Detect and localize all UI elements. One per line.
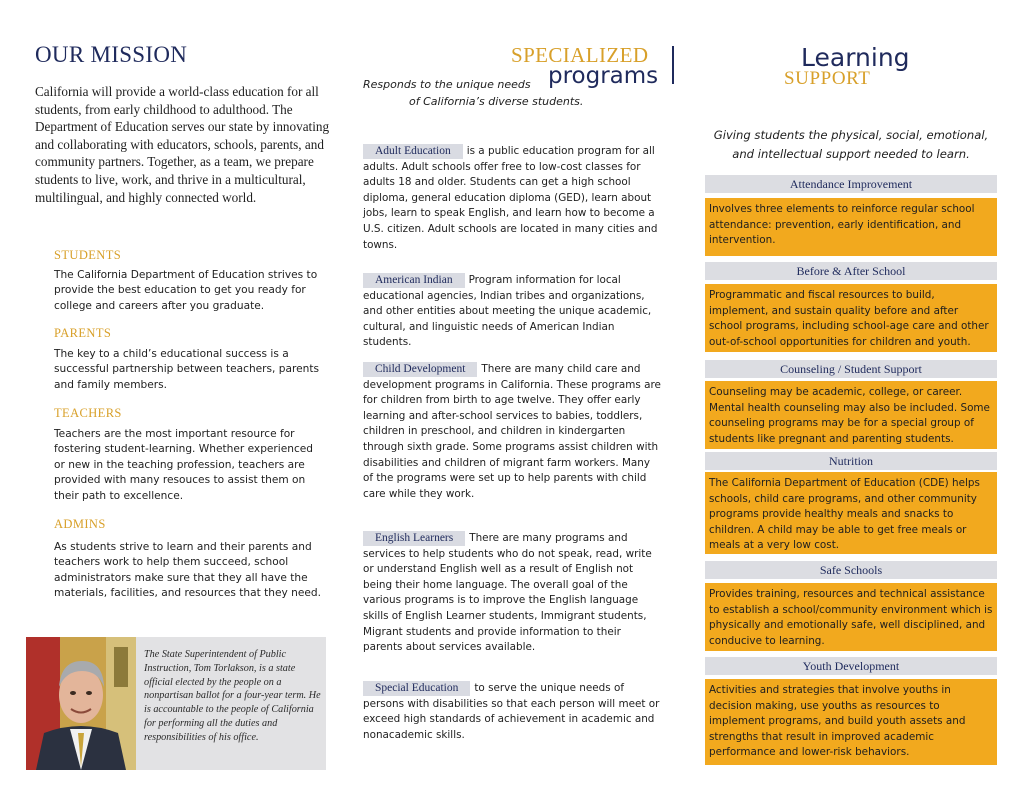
audience-heading-students: STUDENTS: [54, 248, 122, 262]
learning-tagline: Giving students the physical, social, emotional, and intellectual support needed to learn.: [713, 128, 989, 161]
audience-text-teachers: Teachers are the most important resource for fostering student-learning. Whether experienced or new in the teaching profession, teachers are provided with many resouces to assist them on their path to excellence.: [54, 428, 314, 502]
program-label: Adult Education: [363, 144, 463, 159]
support-text-youth: Activities and strategies that involve youths in decision making, use youths as resources to implement programs, and build youth assets and strengths that result in improved academic performance and lower-risk behaviors.: [705, 679, 997, 765]
mission-title: OUR MISSION: [35, 42, 188, 67]
audience-heading-admins: ADMINS: [54, 517, 106, 531]
support-text-counseling: Counseling may be academic, college, or career. Mental health counseling may also be included. Some counseling programs may be for a special group of students like pregnant and parenting students.: [705, 381, 997, 449]
learning-subtitle: SUPPORT: [784, 68, 871, 89]
superintendent-caption: The State Superintendent of Public Instruction, Tom Torlakson, is a state official elected by the people on a nonpartisan ballot for a four-year term. He is accountable to the people of California for performing all the duties and responsibilities of his office.: [144, 649, 321, 743]
audience-text-students: The California Department of Education strives to provide the best education to get you ready for college and careers after you graduate.: [54, 269, 318, 312]
program-label: English Learners: [363, 531, 465, 546]
program-text: to serve the unique needs of persons with disabilities so that each person will meet or exceed high standards of achievement in academic and nonacademic skills.: [363, 682, 660, 741]
support-heading-attendance: Attendance Improvement: [705, 175, 997, 193]
support-text-before-after: Programmatic and fiscal resources to build, implement, and sustain quality before and after school programs, including school-age care and other out-of-school opportunities for children and youth.: [705, 284, 997, 352]
learning-title: Learning: [801, 43, 910, 72]
support-text-safe-schools: Provides training, resources and technical assistance to establish a school/community environment which is physically and emotionally safe, well disciplined, and conducive to learning.: [705, 583, 997, 651]
program-adult-education: [363, 144, 663, 253]
audience-text-parents: The key to a child’s educational success is a successful partnership between teachers, parents and family members.: [54, 348, 320, 391]
support-heading-counseling: Counseling / Student Support: [705, 360, 997, 378]
program-label: American Indian: [363, 273, 465, 288]
audience-heading-teachers: TEACHERS: [54, 406, 122, 420]
title-divider: [672, 46, 674, 84]
specialized-tagline-2: of California’s diverse students.: [409, 95, 584, 108]
superintendent-photo: [26, 637, 136, 770]
audience-text-admins: As students strive to learn and their parents and teachers work to help them succeed, school administrators make sure that they all have the materials, facilities, and resources that they need.: [54, 541, 321, 600]
support-heading-before-after: Before & After School: [705, 262, 997, 280]
specialized-tagline-1: Responds to the unique needs: [363, 78, 531, 91]
support-heading-safe-schools: Safe Schools: [705, 561, 997, 579]
support-heading-nutrition: Nutrition: [705, 452, 997, 470]
support-text-nutrition: The California Department of Education (CDE) helps schools, child care programs, and other community programs provide healthy meals and snacks to children. A child may be able to get free meals or meals at a very low cost.: [705, 472, 997, 554]
mission-body: California will provide a world-class education for all students, from early childhood to adulthood. The Department of Education serves our state by innovating and collaborating with educators, schools, parents, and community partners. Together, as a team, we prepare students to live, work, and thrive in a multicultural, multilingual, and highly connected world.: [35, 84, 330, 205]
program-label: Child Development: [363, 362, 477, 377]
support-heading-youth: Youth Development: [705, 657, 997, 675]
specialized-subtitle: programs: [548, 63, 659, 89]
program-special-education: [363, 681, 663, 743]
program-label: Special Education: [363, 681, 470, 696]
audience-heading-parents: PARENTS: [54, 326, 112, 340]
support-text-attendance: Involves three elements to reinforce regular school attendance: prevention, early identification, and intervention.: [705, 198, 997, 256]
program-text: is a public education program for all adults. Adult schools offer free to low-cost classes for adults 18 and older. Students can get a high school diploma, general education diploma (GED), learn about jobs, learn to speak English, and learn how to become a U.S. citizen. Adult schools are located in many cities and towns.: [363, 145, 658, 251]
program-text: Program information for local educational agencies, Indian tribes and organizations, and other entities about meeting the unique academic, cultural, and linguistic needs of American Indian students.: [363, 274, 652, 349]
program-text: There are many child care and development programs in California. These programs are for children from birth to age twelve. They offer early learning and after-school services to babies, toddlers, children in preschool, and children in kindergarten through sixth grade. Some programs assist children with disabilities and children of migrant farm workers. Many of the programs were set up to help parents with child care while they work.: [363, 363, 661, 500]
program-american-indian: [363, 273, 663, 351]
program-english-learners: [363, 531, 663, 656]
specialized-title: SPECIALIZED: [511, 43, 649, 67]
program-text: There are many programs and services to help students who do not speak, read, write or understand English well as a result of English not being their home language. The overall goal of the various programs is to improve the English language skills of English Learner students, Immigrant students, Migrant students and provide information to their parents about services available.: [363, 532, 652, 654]
program-child-development: [363, 362, 663, 502]
